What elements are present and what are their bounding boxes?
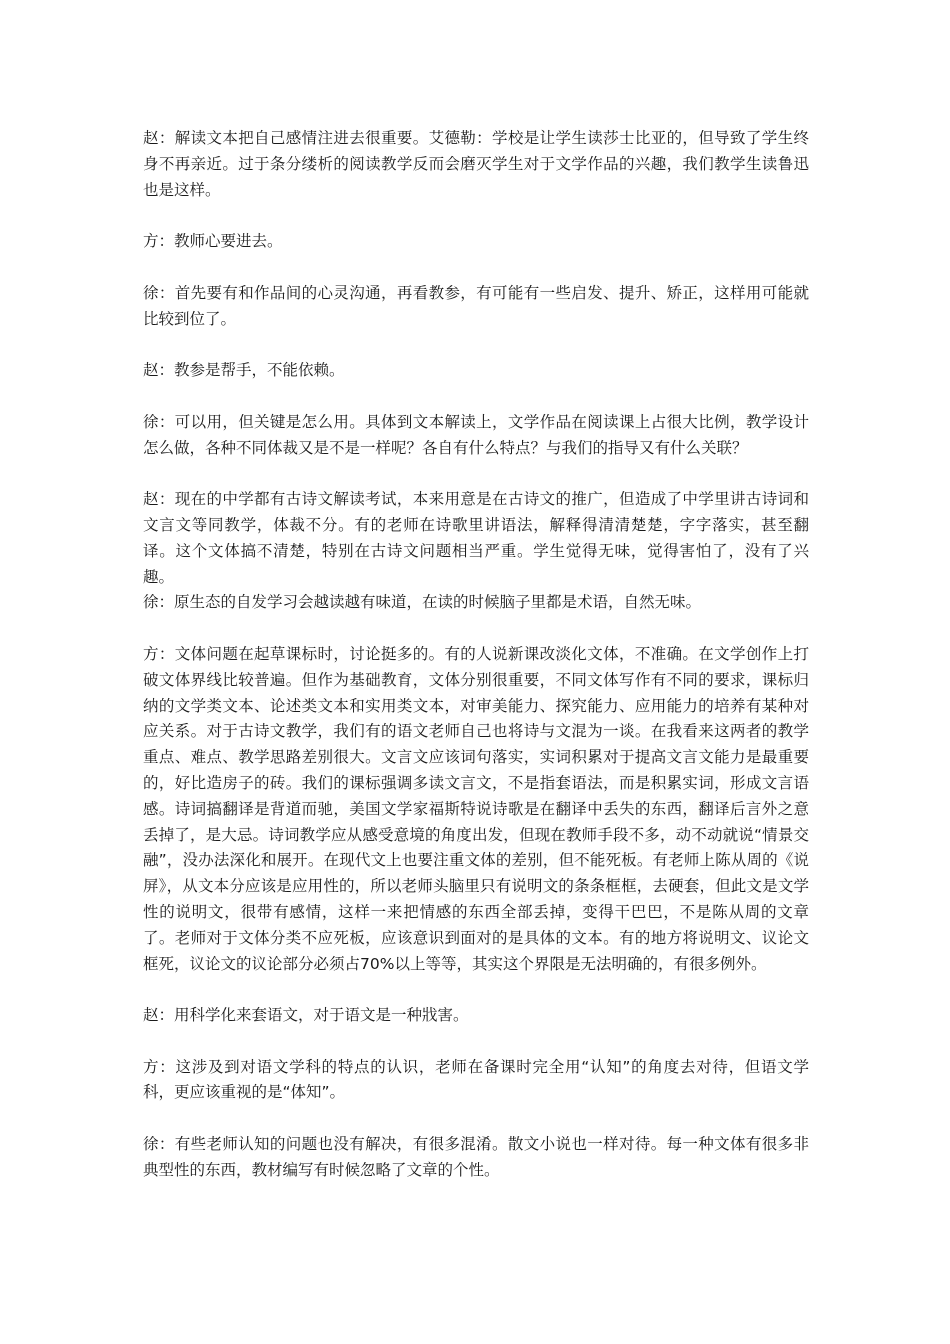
paragraph-zhao-3: 赵：现在的中学都有古诗文解读考试，本来用意是在古诗文的推广，但造成了中学里讲古诗词和文言文等同教学，体裁不分。有的老师在诗歌里讲语法，解释得清清楚楚，字字落实，甚至翻译。这个文体搞不清楚，特别在古诗文问题相当严重。学生觉得无味，觉得害怕了，没有了兴趣。 (143, 490, 809, 586)
paragraph-xu-1: 徐：首先要有和作品间的心灵沟通，再看教参，有可能有一些启发、提升、矫正，这样用可能就比较到位了。 (143, 283, 809, 328)
paragraph-fang-3: 方：这涉及到对语文学科的特点的认识，老师在备课时完全用“认知”的角度去对待，但语文学科，更应该重视的是“体知”。 (143, 1057, 809, 1102)
paragraph-zhao-4: 赵：用科学化来套语文，对于语文是一种戕害。 (143, 1006, 469, 1025)
document-body (143, 126, 809, 1184)
paragraph-xu-4: 徐：有些老师认知的问题也没有解决，有很多混淆。散文小说也一样对待。每一种文体有很多非典型性的东西，教材编写有时候忽略了文章的个性。 (143, 1135, 809, 1179)
paragraph-xu-2: 徐：可以用，但关键是怎么用。具体到文本解读上，文学作品在阅读课上占很大比例，教学设计怎么做，各种不同体裁又是不是一样呢？各自有什么特点？与我们的指导又有什么关联？ (143, 412, 809, 457)
paragraph-fang-2: 方：文体问题在起草课标时，讨论挺多的。有的人说新课改淡化文体，不准确。在文学创作上打破文体界线比较普遍。但作为基础教育，文体分别很重要，不同文体写作有不同的要求，课标归纳的文学类文本、论述类文本和实用类文本，对审美能力、探究能力、应用能力的培养有某种对应关系。对于古诗文教学，我们有的语文老师自己也将诗与文混为一谈。在我看来这两者的教学重点、难点、教学思路差别很大。文言文应该词句落实，实词积累对于提高文言文能力是最重要的，好比造房子的砖。我们的课标强调多读文言文，不是指套语法，而是积累实词，形成文言语感。诗词搞翻译是背道而驰，美国文学家福斯特说诗歌是在翻译中丢失的东西，翻译后言外之意丢掉了，是大忌。诗词教学应从感受意境的角度出发，但现在教师手段不多，动不动就说“情景交融”，没办法深化和展开。在现代文上也要注重文体的差别，但不能死板。有老师上陈从周的《说屏》，从文本分应该是应用性的，所以老师头脑里只有说明文的条条框框，去硬套，但此文是文学性的说明文，很带有感情，这样一来把情感的东西全部丢掉，变得干巴巴，不是陈从周的文章了。老师对于文体分类不应死板，应该意识到面对的是具体的文本。有的地方将说明文、议论文框死，议论文的议论部分必须占70%以上等等，其实这个界限是无法明确的，有很多例外。 (143, 644, 809, 973)
paragraph-zhao-2: 赵：教参是帮手，不能依赖。 (143, 361, 345, 380)
paragraph-xu-3: 徐：原生态的自发学习会越读越有味道，在读的时候脑子里都是术语，自然无味。 (143, 593, 702, 612)
paragraph-fang-1: 方：教师心要进去。 (143, 232, 283, 251)
paragraph-zhao-1: 赵：解读文本把自己感情注进去很重要。艾德勒：学校是让学生读莎士比亚的，但导致了学生终身不再亲近。过于条分缕析的阅读教学反而会磨灭学生对于文学作品的兴趣，我们教学生读鲁迅也是这样。 (143, 129, 809, 199)
